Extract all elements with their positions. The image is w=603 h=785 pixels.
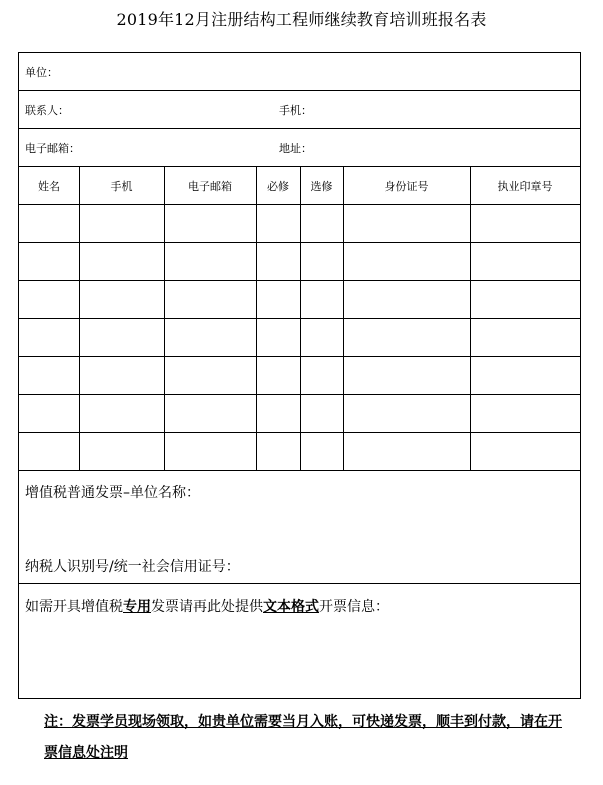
footer-note: 注：发票学员现场领取，如贵单位需要当月入账，可快递发票，顺丰到付款，请在开票信息处注明 bbox=[44, 714, 562, 761]
special-suffix: 开票信息： bbox=[319, 599, 389, 615]
unit-row bbox=[19, 53, 580, 91]
text-format-emphasis: 文本格式 bbox=[263, 599, 319, 615]
header-seal-number: 执业印章号 bbox=[497, 179, 553, 193]
contact-label: 联系人： bbox=[25, 104, 69, 117]
special-mid: 发票请再此处提供 bbox=[151, 599, 263, 615]
taxpayer-id-label: 纳税人识别号/统一社会信用证号： bbox=[25, 559, 240, 575]
special-prefix: 如需开具增值税 bbox=[25, 599, 123, 615]
contact-row bbox=[19, 91, 580, 129]
header-required: 必修 bbox=[267, 179, 289, 193]
email-label: 电子邮箱： bbox=[25, 142, 80, 155]
form-title: 2019年12月注册结构工程师继续教育培训班报名表 bbox=[116, 10, 487, 29]
table-header-row bbox=[19, 167, 580, 205]
address-label: 地址： bbox=[279, 142, 312, 155]
special-invoice-note bbox=[25, 596, 389, 616]
header-name: 姓名 bbox=[38, 179, 60, 193]
table-row bbox=[19, 319, 580, 357]
special-emphasis: 专用 bbox=[123, 599, 151, 615]
header-email: 电子邮箱 bbox=[188, 179, 232, 193]
table-row bbox=[19, 205, 580, 243]
special-invoice-section bbox=[19, 584, 580, 698]
table-row bbox=[19, 243, 580, 281]
invoice-title-label: 增值税普通发票–单位名称： bbox=[25, 485, 200, 501]
email-row bbox=[19, 129, 580, 167]
table-row bbox=[19, 281, 580, 319]
header-id-number: 身份证号 bbox=[384, 179, 429, 193]
phone-label: 手机： bbox=[279, 104, 312, 117]
unit-label: 单位： bbox=[25, 66, 58, 79]
invoice-section bbox=[19, 471, 580, 584]
header-phone: 手机 bbox=[110, 179, 133, 193]
header-elective: 选修 bbox=[310, 179, 333, 193]
table-row bbox=[19, 433, 580, 471]
table-row bbox=[19, 357, 580, 395]
registration-form bbox=[18, 52, 581, 699]
table-row bbox=[19, 395, 580, 433]
attendee-table bbox=[19, 167, 580, 471]
